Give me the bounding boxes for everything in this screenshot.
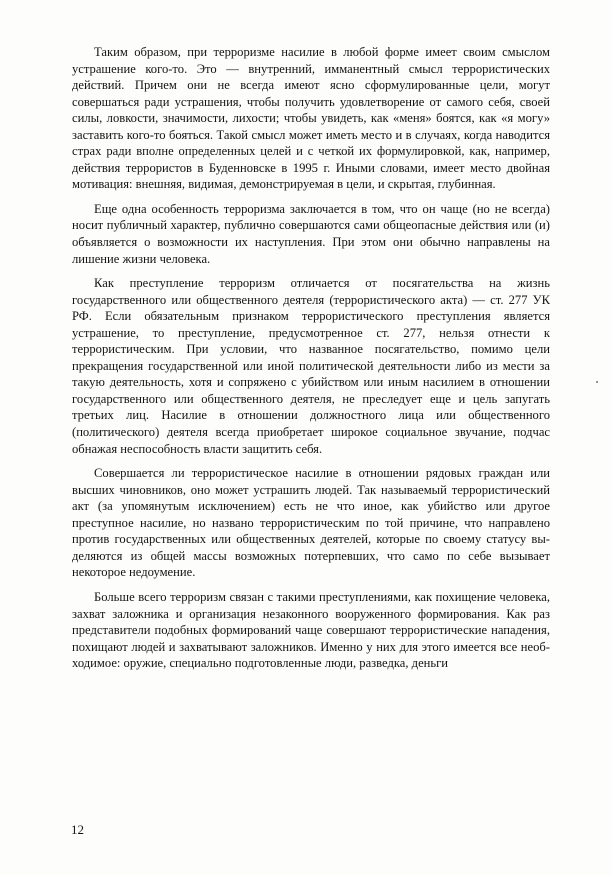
page-number: 12 xyxy=(71,822,84,837)
scan-speck xyxy=(596,381,598,383)
body-text xyxy=(72,44,550,672)
paragraph-1: Таким образом, при терроризме насилие в любой форме имеет своим смыслом устрашение кого-то. Это — внутренний, имманентный смысл террористических действий. Причем они не всегда имеют ясно сформулированные цели, могут совершаться ради устрашения, чтобы получить удовлетворение от самого себя, своей силы, ловкости, значимости, лихости; чтобы увидеть, как «меня» боятся, как «я могу» заставить кого-то бояться. Такой смысл может иметь место и в случаях, когда наводится страх ради вполне определенных целей и с четкой их формулировкой, как, например, действия террористов в Буденновске в 1995 г. Иными словами, имеет место двойная мотивация: внешняя, видимая, демонстрируемая в цели, и скрытая, глубинная. xyxy=(72,45,550,192)
paragraph-4: Совершается ли террористическое насилие в отношении рядовых граждан или высших чиновников, оно может устрашить людей. Так называемый террористический акт (за упомянутым исключением) есть не что иное, как убийство или другое преступное насилие, но названо террористическим по той причине, что направлено против государственных или общественных деятелей, которые по своему статусу выделяются из общей массы возможных потерпевших, что само по себе вызывает некоторое недоумение. xyxy=(72,466,550,580)
paragraph-2: Еще одна особенность терроризма заключается в том, что он чаще (но не всегда) носит публичный характер, публично совершаются сами общеопасные действия или (и) объявляется о возможности их наступления. При этом они обычно направлены на лишение жизни человека. xyxy=(72,201,550,266)
paragraph-5: Больше всего терроризм связан с такими преступлениями, как похищение человека, захват заложника и организация незаконного вооруженного формирования. Как раз представители подобных формирований чаще совершают террористические нападения, похищают людей и захватывают заложников. Именно у них для этого имеется все необходимое: оружие, специально подготовленные люди, разведка, деньги xyxy=(72,589,550,671)
paragraph-3: Как преступление терроризм отличается от посягательства на жизнь государственного или общественного деятеля (террористического акта) — ст. 277 УК РФ. Если обязательным признаком террористического преступления является устрашение, то преступление, предусмотренное ст. 277, нельзя отнести к террористическим. При условии, что названное посягательство, помимо цели прекращения государственной или иной политической деятельности либо из мести за такую деятельность, хотя и сопряжено с убийством или иным насилием в отношении государственного или общественного деятеля, не преследует еще и цель запугать третьих лиц. Насилие в отношении должностного лица или общественного (политического) деятеля всегда приобретает широкое социальное звучание, подчас обнажая неспособность власти защитить себя. xyxy=(72,276,550,456)
